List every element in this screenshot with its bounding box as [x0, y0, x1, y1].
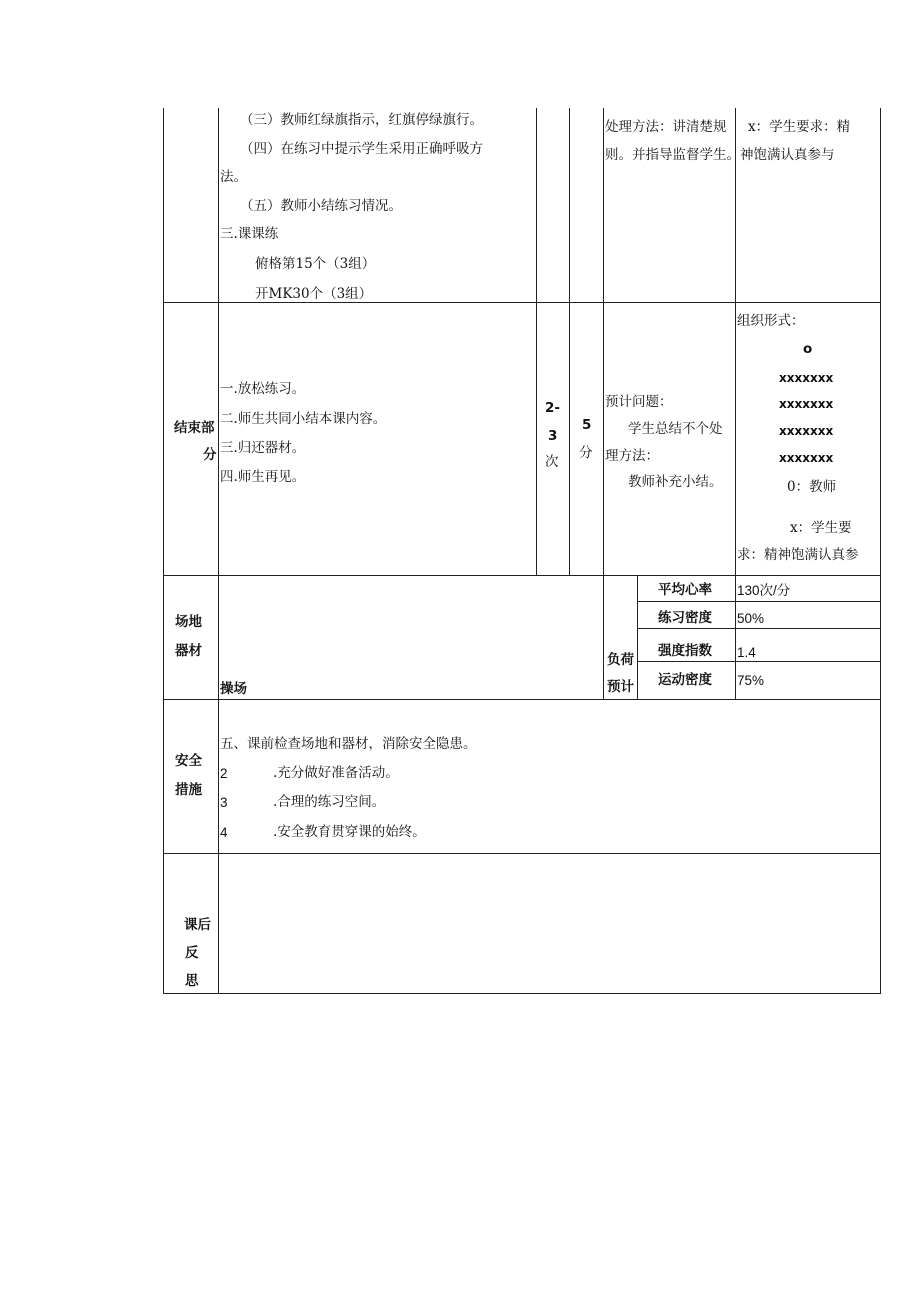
safety-item-text: .充分做好准备活动。 — [273, 765, 399, 781]
load-label-2: 预计 — [607, 679, 634, 695]
ending-times-2: 3 — [548, 428, 558, 444]
ending-org-circle: o — [803, 341, 813, 357]
top-org-1: x：学生要求：精 — [748, 119, 851, 135]
ending-problem-2: 学生总结不个处 — [628, 421, 723, 437]
reflection-content-area[interactable] — [219, 854, 880, 993]
safety-item-num: 4 — [220, 825, 228, 840]
safety-label-2: 措施 — [175, 782, 202, 798]
metric-name: 练习密度 — [658, 610, 712, 626]
top-method-1: 处理方法：讲清楚规 — [605, 119, 727, 135]
ending-times-1: 2- — [545, 400, 560, 416]
top-line-2: （四）在练习中提示学生采用正确呼吸方 — [240, 141, 483, 157]
ending-item-3: 三.归还器材。 — [220, 440, 306, 456]
venue-value: 操场 — [220, 681, 247, 697]
ending-org-student-2: 求：精神饱满认真参 — [737, 547, 859, 563]
safety-line-1: 五、课前检查场地和器材，消除安全隐患。 — [220, 736, 477, 752]
reflection-label-1: 课后 — [184, 917, 211, 933]
reflection-label-3: 思 — [185, 973, 199, 989]
ending-problem-1: 预计问题： — [605, 394, 673, 410]
metric-name: 运动密度 — [658, 672, 712, 688]
ending-org-student-1: x：学生要 — [790, 520, 852, 536]
ending-item-4: 四.师生再见。 — [220, 469, 306, 485]
top-line-3: 法。 — [220, 169, 247, 185]
venue-label-2: 器材 — [175, 643, 202, 659]
venue-label-1: 场地 — [175, 614, 202, 630]
top-line-7: 开MK30个（3组） — [255, 286, 373, 302]
ending-duration-2: 分 — [579, 445, 593, 461]
load-label-1: 负荷 — [607, 652, 634, 668]
top-line-5: 三.课课练 — [220, 226, 279, 242]
metric-value: 1.4 — [737, 645, 756, 660]
metric-value: 50% — [737, 611, 765, 626]
safety-item-num: 3 — [220, 795, 228, 810]
ending-org-title: 组织形式： — [737, 313, 805, 329]
top-line-1: （三）教师红绿旗指示，红旗停绿旗行。 — [240, 112, 483, 128]
safety-item-text: .合理的练习空间。 — [273, 794, 386, 810]
ending-org-row-2: xxxxxxx — [779, 397, 834, 411]
ending-times-3: 次 — [545, 454, 559, 470]
metric-value: 75% — [737, 673, 765, 688]
ending-item-2: 二.师生共同小结本课内容。 — [220, 411, 387, 427]
ending-org-row-1: xxxxxxx — [779, 371, 834, 385]
ending-item-1: 一.放松练习。 — [220, 381, 306, 397]
top-method-2: 则。并指导监督学生。 — [605, 147, 740, 163]
ending-problem-3: 理方法： — [605, 448, 659, 464]
ending-label-2: 分 — [203, 447, 217, 463]
top-line-6: 俯格第15个（3组） — [255, 256, 376, 272]
ending-label-1: 结束部 — [174, 420, 215, 436]
top-line-4: （五）教师小结练习情况。 — [240, 198, 402, 214]
ending-org-row-3: xxxxxxx — [779, 424, 834, 438]
ending-duration-1: 5 — [582, 417, 592, 433]
metric-name: 强度指数 — [658, 643, 712, 659]
safety-item-text: .安全教育贯穿课的始终。 — [273, 824, 426, 840]
top-org-2: 神饱满认真参与 — [740, 147, 835, 163]
ending-org-teacher: 0：教师 — [787, 479, 837, 495]
metric-value: 130次/分 — [737, 583, 791, 598]
ending-problem-4: 教师补充小结。 — [628, 474, 723, 490]
safety-item-num: 2 — [220, 766, 228, 781]
safety-label-1: 安全 — [175, 753, 202, 769]
metric-name: 平均心率 — [658, 582, 712, 598]
ending-org-row-4: xxxxxxx — [779, 451, 834, 465]
reflection-label-2: 反 — [185, 945, 199, 961]
